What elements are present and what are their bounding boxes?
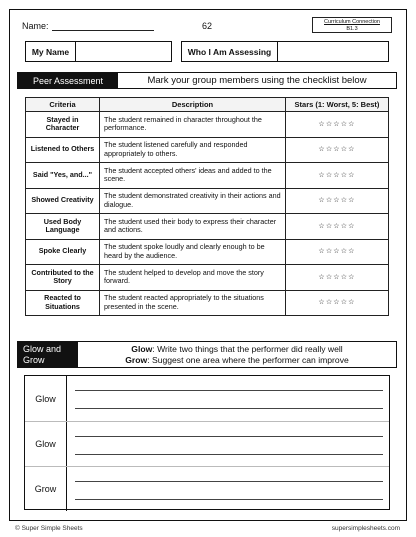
star-rating[interactable]: ☆☆☆☆☆ bbox=[286, 188, 389, 214]
description-cell: The student remained in character throughout the performance. bbox=[100, 112, 286, 138]
writing-line[interactable] bbox=[75, 499, 383, 500]
peer-assessment-instruction: Mark your group members using the checklist below bbox=[147, 75, 367, 86]
description-cell: The student reacted appropriately to the situations presented in the scene. bbox=[100, 290, 286, 316]
description-cell: The student demonstrated creativity in their actions and dialogue. bbox=[100, 188, 286, 214]
star-rating[interactable]: ☆☆☆☆☆ bbox=[286, 265, 389, 291]
glow-grow-bar bbox=[17, 341, 397, 368]
star-rating[interactable]: ☆☆☆☆☆ bbox=[286, 163, 389, 189]
peer-assessment-bar bbox=[17, 72, 397, 89]
table-header-row bbox=[26, 98, 389, 112]
table-row bbox=[26, 265, 389, 291]
glow-grow-title bbox=[18, 342, 78, 367]
criteria-cell: Reacted to Situations bbox=[26, 290, 100, 316]
description-header: Description bbox=[100, 98, 286, 112]
writing-line[interactable] bbox=[75, 454, 383, 455]
glow-row-label: Glow bbox=[25, 376, 67, 421]
glow-instruction bbox=[78, 344, 396, 355]
assessing-label: Who I Am Assessing bbox=[182, 42, 278, 61]
writing-line[interactable] bbox=[75, 408, 383, 409]
footer-website: supersimplesheets.com bbox=[331, 525, 400, 532]
stars-header: Stars (1: Worst, 5: Best) bbox=[286, 98, 389, 112]
grow-row bbox=[25, 466, 389, 511]
my-name-box[interactable] bbox=[25, 41, 172, 62]
table-row bbox=[26, 290, 389, 316]
writing-line[interactable] bbox=[75, 436, 383, 437]
criteria-cell: Spoke Clearly bbox=[26, 239, 100, 265]
glow-row-2 bbox=[25, 421, 389, 466]
glow-keyword: Glow bbox=[131, 344, 153, 354]
name-label: Name: bbox=[22, 21, 49, 31]
criteria-cell: Contributed to the Story bbox=[26, 265, 100, 291]
grow-instruction-text: : Suggest one area where the performer can improve bbox=[147, 355, 349, 365]
star-rating[interactable]: ☆☆☆☆☆ bbox=[286, 112, 389, 138]
criteria-cell: Used Body Language bbox=[26, 214, 100, 240]
star-rating[interactable]: ☆☆☆☆☆ bbox=[286, 290, 389, 316]
glow-grow-title-line1: Glow and bbox=[23, 344, 62, 354]
description-cell: The student helped to develop and move the story forward. bbox=[100, 265, 286, 291]
table-row bbox=[26, 188, 389, 214]
criteria-table bbox=[25, 97, 389, 316]
grow-row-label: Grow bbox=[25, 467, 67, 511]
table-row bbox=[26, 214, 389, 240]
table-row bbox=[26, 112, 389, 138]
criteria-cell: Listened to Others bbox=[26, 137, 100, 163]
name-input-line[interactable] bbox=[52, 30, 154, 31]
description-cell: The student spoke loudly and clearly enough to be heard by the audience. bbox=[100, 239, 286, 265]
star-rating[interactable]: ☆☆☆☆☆ bbox=[286, 214, 389, 240]
table-row bbox=[26, 137, 389, 163]
curriculum-connection-box bbox=[312, 17, 392, 33]
writing-line[interactable] bbox=[75, 390, 383, 391]
description-cell: The student used their body to express their character and actions. bbox=[100, 214, 286, 240]
assessing-box[interactable] bbox=[181, 41, 389, 62]
glow-grow-writing-box bbox=[24, 375, 390, 510]
grow-keyword: Grow bbox=[125, 355, 148, 365]
page-number: 62 bbox=[202, 21, 213, 31]
star-rating[interactable]: ☆☆☆☆☆ bbox=[286, 239, 389, 265]
glow-row-label: Glow bbox=[25, 422, 67, 466]
criteria-cell: Said "Yes, and..." bbox=[26, 163, 100, 189]
criteria-cell: Showed Creativity bbox=[26, 188, 100, 214]
peer-assessment-title: Peer Assessment bbox=[18, 73, 118, 88]
curriculum-title: Curriculum Connection bbox=[324, 19, 380, 25]
star-rating[interactable]: ☆☆☆☆☆ bbox=[286, 137, 389, 163]
glow-instruction-text: : Write two things that the performer did really well bbox=[152, 344, 343, 354]
writing-line[interactable] bbox=[75, 481, 383, 482]
description-cell: The student listened carefully and responded appropriately to others. bbox=[100, 137, 286, 163]
glow-grow-title-line2: Grow bbox=[23, 355, 45, 365]
grow-instruction bbox=[78, 355, 396, 366]
criteria-header: Criteria bbox=[26, 98, 100, 112]
criteria-cell: Stayed in Character bbox=[26, 112, 100, 138]
glow-row-1 bbox=[25, 376, 389, 421]
table-row bbox=[26, 163, 389, 189]
my-name-label: My Name bbox=[26, 42, 76, 61]
footer-copyright: © Super Simple Sheets bbox=[15, 525, 83, 532]
glow-grow-instructions bbox=[78, 342, 396, 367]
table-row bbox=[26, 239, 389, 265]
curriculum-code: B1.3 bbox=[346, 25, 358, 32]
description-cell: The student accepted others' ideas and added to the scene. bbox=[100, 163, 286, 189]
